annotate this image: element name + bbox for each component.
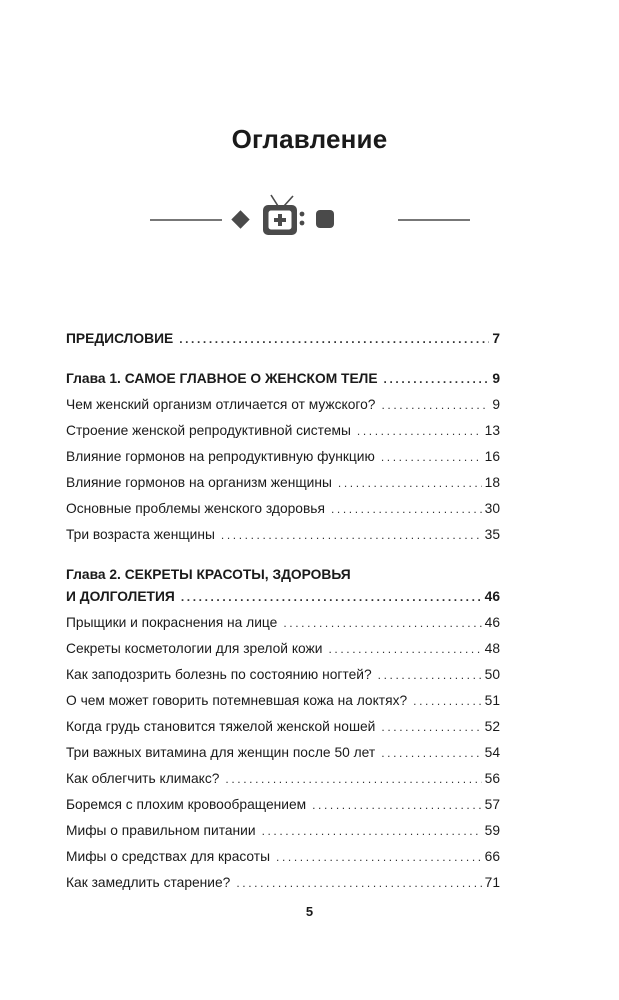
dot-leader <box>312 798 482 812</box>
dot-leader <box>413 694 481 708</box>
toc-entry-page: 66 <box>484 849 500 864</box>
toc-entry-chapter-2-line-1[interactable] <box>66 567 500 589</box>
dot-leader <box>262 824 482 838</box>
toc-entry-page: 54 <box>484 745 500 760</box>
toc-entry[interactable] <box>66 823 500 849</box>
toc-entry-page: 18 <box>484 475 500 490</box>
dot-leader <box>179 332 489 346</box>
toc-entry[interactable] <box>66 397 500 423</box>
dot-leader <box>381 746 481 760</box>
toc-entry-label: Три важных витамина для женщин после 50 лет <box>66 745 376 760</box>
toc-entry-page: 71 <box>484 875 500 890</box>
dot-leader <box>221 528 482 542</box>
toc-entry-label: Влияние гормонов на организм женщины <box>66 475 332 490</box>
toc-entry-page: 35 <box>484 527 500 542</box>
toc-entry-chapter-1[interactable] <box>66 371 500 397</box>
toc-entry[interactable] <box>66 797 500 823</box>
toc-entry-page: 13 <box>484 423 500 438</box>
dot-leader <box>384 372 490 386</box>
dot-leader <box>276 850 482 864</box>
page-number: 5 <box>305 904 314 919</box>
dot-leader <box>378 668 482 682</box>
dot-leader <box>225 772 481 786</box>
toc-entry[interactable] <box>66 475 500 501</box>
toc-entry-chapter-2[interactable] <box>66 589 500 615</box>
toc-entry-page: 16 <box>484 449 500 464</box>
toc-entry-label: Как заподозрить болезнь по состоянию ногтей? <box>66 667 372 682</box>
toc-entry-label: Секреты косметологии для зрелой кожи <box>66 641 323 656</box>
toc-entry[interactable] <box>66 449 500 475</box>
toc-entry-page: 48 <box>484 641 500 656</box>
toc-entry-label: Мифы о средствах для красоты <box>66 849 271 864</box>
toc-entry-label: Чем женский организм отличается от мужского? <box>66 397 376 412</box>
toc-entry-label: Основные проблемы женского здоровья <box>66 501 325 516</box>
toc-entry[interactable] <box>66 745 500 771</box>
toc-entry[interactable] <box>66 667 500 693</box>
dot-leader <box>381 398 489 412</box>
toc-entry[interactable] <box>66 719 500 745</box>
dot-leader <box>328 642 481 656</box>
toc-entry-page: 30 <box>484 501 500 516</box>
dot-leader <box>181 590 482 604</box>
toc-entry[interactable] <box>66 693 500 719</box>
toc-entry[interactable] <box>66 615 500 641</box>
toc-entry-page: 9 <box>492 397 500 412</box>
toc-entry-label: Когда грудь становится тяжелой женской ношей <box>66 719 376 734</box>
tv-ornament-icon <box>150 192 470 244</box>
toc-entry[interactable] <box>66 771 500 797</box>
toc-entry-page: 46 <box>484 589 500 604</box>
toc-entry-page: 50 <box>484 667 500 682</box>
dot-leader <box>236 876 481 890</box>
toc-entry-page: 52 <box>484 719 500 734</box>
toc-entry-page: 46 <box>484 615 500 630</box>
toc-entry[interactable] <box>66 527 500 553</box>
toc-entry[interactable] <box>66 501 500 527</box>
toc-entry-label: О чем может говорить потемневшая кожа на локтях? <box>66 693 408 708</box>
page-title: Оглавление <box>231 124 388 154</box>
dot-leader <box>331 502 482 516</box>
toc-entry-label: ПРЕДИСЛОВИЕ <box>66 331 174 346</box>
toc-entry[interactable] <box>66 423 500 449</box>
toc-entry-label: Влияние гормонов на репродуктивную функцию <box>66 449 375 464</box>
toc-entry-preface[interactable] <box>66 331 500 357</box>
toc-entry-label: Как замедлить старение? <box>66 875 231 890</box>
toc-entry-page: 56 <box>484 771 500 786</box>
toc-entry-label: Боремся с плохим кровообращением <box>66 797 307 812</box>
toc-entry[interactable] <box>66 641 500 667</box>
toc-entry[interactable] <box>66 875 500 901</box>
dot-leader <box>357 424 482 438</box>
toc-entry-label: Прыщики и покраснения на лице <box>66 615 278 630</box>
toc-entry-page: 9 <box>492 371 500 386</box>
toc-entry-label: Строение женской репродуктивной системы <box>66 423 351 438</box>
toc-entry-page: 51 <box>484 693 500 708</box>
toc-entry[interactable] <box>66 849 500 875</box>
toc-entry-label: И ДОЛГОЛЕТИЯ <box>66 589 175 604</box>
toc-entry-page: 59 <box>484 823 500 838</box>
toc-entry-label: Глава 1. САМОЕ ГЛАВНОЕ О ЖЕНСКОМ ТЕЛЕ <box>66 371 378 386</box>
dot-leader <box>283 616 481 630</box>
toc-entry-page: 7 <box>492 331 500 346</box>
dot-leader <box>381 720 481 734</box>
dot-leader <box>338 476 482 490</box>
table-of-contents <box>66 331 500 901</box>
toc-entry-label: Мифы о правильном питании <box>66 823 256 838</box>
toc-entry-label: Глава 2. СЕКРЕТЫ КРАСОТЫ, ЗДОРОВЬЯ <box>66 567 351 582</box>
toc-entry-label: Как облегчить климакс? <box>66 771 220 786</box>
toc-entry-label: Три возраста женщины <box>66 527 215 542</box>
dot-leader <box>381 450 482 464</box>
toc-entry-page: 57 <box>484 797 500 812</box>
